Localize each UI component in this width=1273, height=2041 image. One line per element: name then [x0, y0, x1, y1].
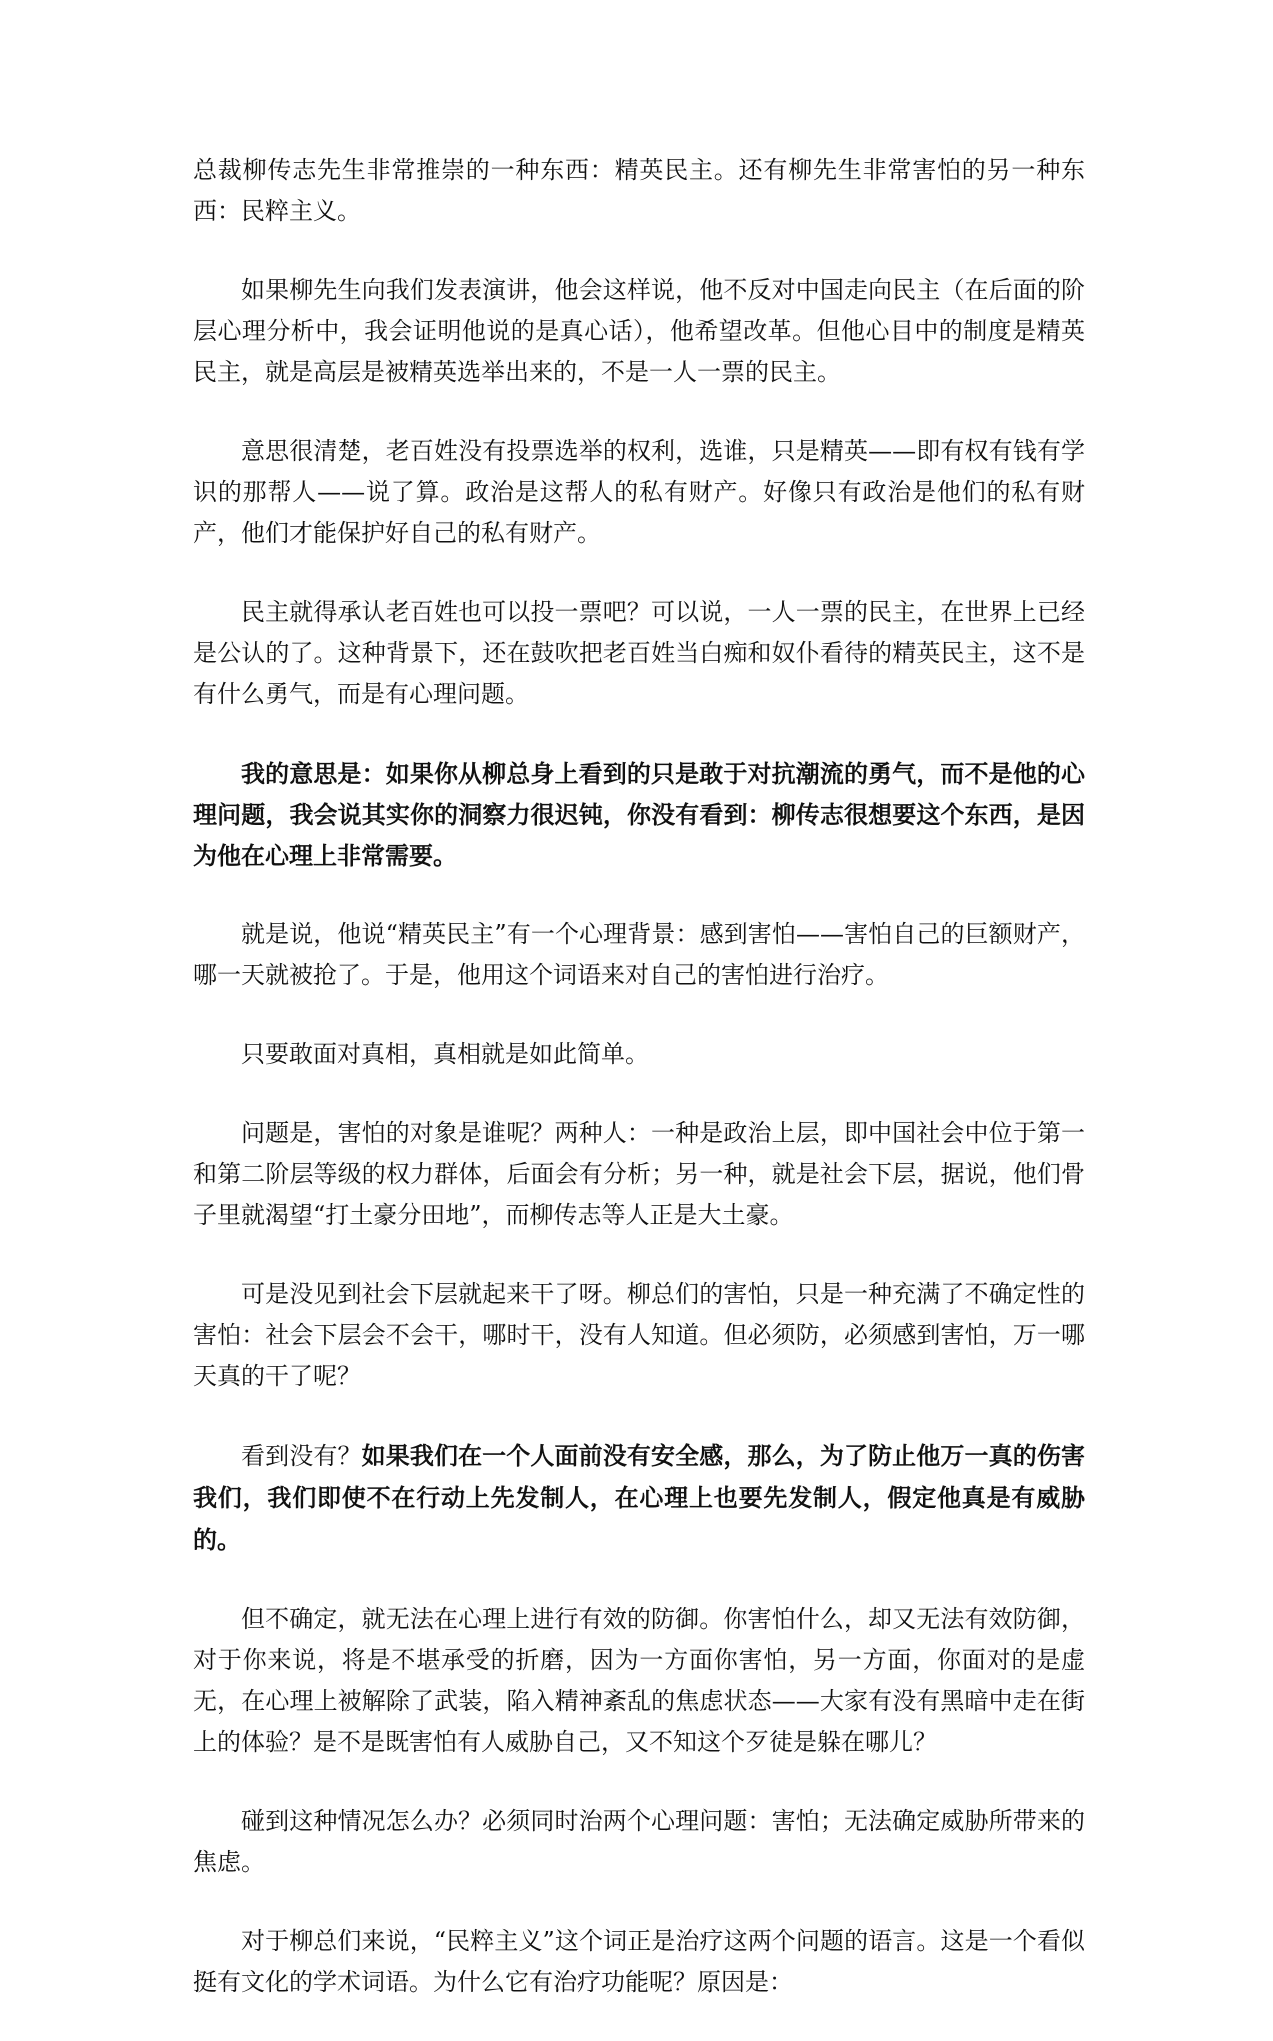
paragraph-4: [193, 592, 1085, 715]
paragraph-7: [193, 1034, 1085, 1075]
paragraph-11: [193, 1599, 1085, 1763]
paragraph-9: [193, 1274, 1085, 1397]
paragraph-5-text: 我的意思是：如果你从柳总身上看到的只是敢于对抗潮流的勇气，而不是他的心理问题，我会说其实你的洞察力很迟钝，你没有看到：柳传志很想要这个东西，是因为他在心理上非常需要。: [193, 759, 1085, 870]
paragraph-11-text: 但不确定，就无法在心理上进行有效的防御。你害怕什么，却又无法有效防御，对于你来说，将是不堪承受的折磨，因为一方面你害怕，另一方面，你面对的是虚无，在心理上被解除了武装，陷入精神紊乱的焦虑状态——大家有没有黑暗中走在街上的体验？是不是既害怕有人威胁自己，又不知这个歹徒是躲在哪儿？: [193, 1605, 1085, 1756]
paragraph-5-bold: [193, 753, 1085, 876]
paragraph-3-text: 意思很清楚，老百姓没有投票选举的权利，选谁，只是精英——即有权有钱有学识的那帮人——说了算。政治是这帮人的私有财产。好像只有政治是他们的私有财产，他们才能保护好自己的私有财产。: [193, 437, 1085, 547]
paragraph-10-lead-text: 看到没有？: [241, 1442, 362, 1470]
paragraph-13-text: 对于柳总们来说，“民粹主义”这个词正是治疗这两个问题的语言。这是一个看似挺有文化的学术词语。为什么它有治疗功能呢？原因是：: [193, 1927, 1085, 1996]
paragraph-2-text: 如果柳先生向我们发表演讲，他会这样说，他不反对中国走向民主（在后面的阶层心理分析中，我会证明他说的是真心话），他希望改革。但他心目中的制度是精英民主，就是高层是被精英选举出来的，不是一人一票的民主。: [193, 276, 1085, 386]
paragraph-12: [193, 1801, 1085, 1883]
paragraph-1: [193, 150, 1085, 232]
paragraph-4-text: 民主就得承认老百姓也可以投一票吧？可以说，一人一票的民主，在世界上已经是公认的了。这种背景下，还在鼓吹把老百姓当白痴和奴仆看待的精英民主，这不是有什么勇气，而是有心理问题。: [193, 598, 1085, 708]
paragraph-6: [193, 914, 1085, 996]
paragraph-10: [193, 1435, 1085, 1561]
paragraph-10-bold-text: 如果我们在一个人面前没有安全感，那么，为了防止他万一真的伤害我们，我们即使不在行动上先发制人，在心理上也要先发制人，假定他真是有威胁的。: [193, 1441, 1086, 1554]
paragraph-13: [193, 1921, 1085, 2003]
paragraph-7-text: 只要敢面对真相，真相就是如此简单。: [241, 1040, 649, 1068]
paragraph-1-text: 总裁柳传志先生非常推崇的一种东西：精英民主。还有柳先生非常害怕的另一种东西：民粹主义。: [193, 156, 1085, 225]
paragraph-8: [193, 1113, 1085, 1236]
document-body: [193, 150, 1085, 2041]
paragraph-3: [193, 431, 1085, 554]
paragraph-2: [193, 270, 1085, 393]
paragraph-6-text: 就是说，他说“精英民主”有一个心理背景：感到害怕——害怕自己的巨额财产，哪一天就被抢了。于是，他用这个词语来对自己的害怕进行治疗。: [193, 920, 1085, 989]
paragraph-8-text: 问题是，害怕的对象是谁呢？两种人：一种是政治上层，即中国社会中位于第一和第二阶层等级的权力群体，后面会有分析；另一种，就是社会下层，据说，他们骨子里就渴望“打土豪分田地”，而柳传志等人正是大土豪。: [193, 1119, 1085, 1229]
paragraph-12-text: 碰到这种情况怎么办？必须同时治两个心理问题：害怕；无法确定威胁所带来的焦虑。: [193, 1807, 1085, 1876]
paragraph-9-text: 可是没见到社会下层就起来干了呀。柳总们的害怕，只是一种充满了不确定性的害怕：社会下层会不会干，哪时干，没有人知道。但必须防，必须感到害怕，万一哪天真的干了呢？: [193, 1280, 1085, 1390]
